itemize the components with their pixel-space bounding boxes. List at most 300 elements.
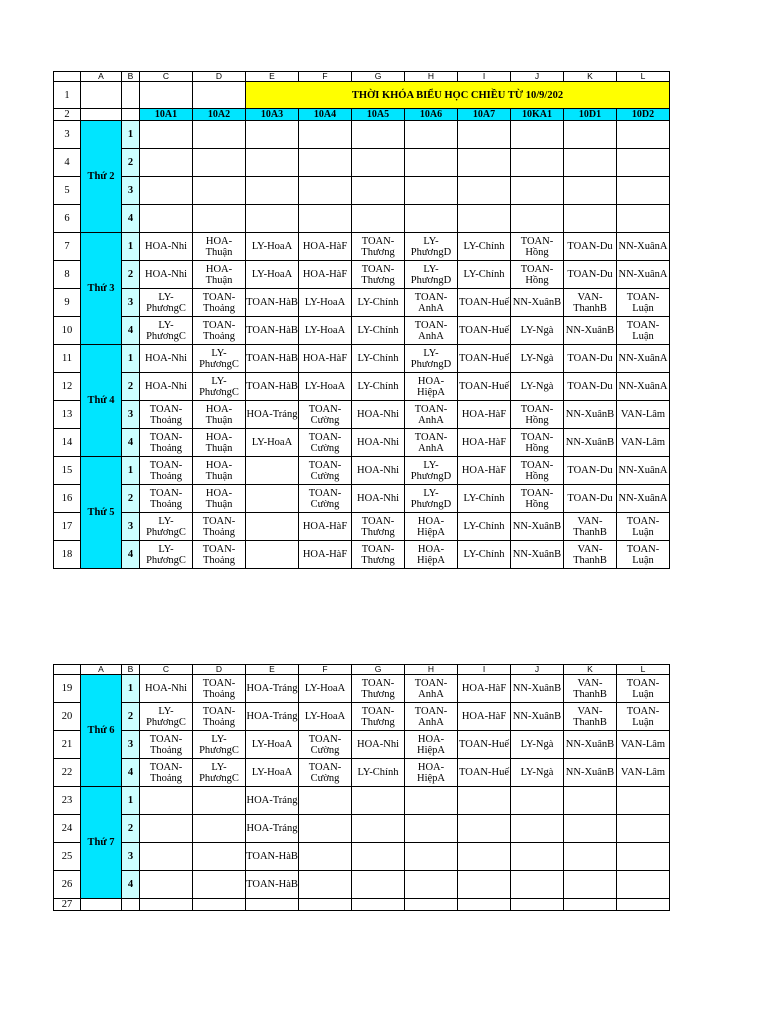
schedule-cell[interactable]: [299, 177, 352, 205]
cell[interactable]: [81, 82, 122, 109]
schedule-cell[interactable]: TOAN-AnhA: [405, 429, 458, 457]
schedule-cell[interactable]: [564, 787, 617, 815]
schedule-cell[interactable]: [617, 121, 670, 149]
column-header[interactable]: L: [617, 72, 670, 82]
row-number[interactable]: 6: [54, 205, 81, 233]
schedule-cell[interactable]: [299, 149, 352, 177]
schedule-cell[interactable]: VAN-ThanhB: [564, 541, 617, 569]
row-number[interactable]: 1: [54, 82, 81, 109]
schedule-cell[interactable]: TOAN-Luận: [617, 675, 670, 703]
schedule-cell[interactable]: LY-PhươngC: [193, 345, 246, 373]
schedule-cell[interactable]: TOAN-Hồng: [511, 261, 564, 289]
schedule-cell[interactable]: NN-XuânA: [617, 233, 670, 261]
row-number[interactable]: 3: [54, 121, 81, 149]
row-number[interactable]: 26: [54, 871, 81, 899]
schedule-cell[interactable]: [405, 177, 458, 205]
schedule-cell[interactable]: VAN-ThanhB: [564, 513, 617, 541]
cell[interactable]: [352, 899, 405, 911]
schedule-cell[interactable]: [140, 205, 193, 233]
schedule-cell[interactable]: [564, 815, 617, 843]
schedule-cell[interactable]: TOAN-Du: [564, 373, 617, 401]
row-number[interactable]: 25: [54, 843, 81, 871]
column-header[interactable]: I: [458, 665, 511, 675]
period-number[interactable]: 3: [122, 513, 140, 541]
schedule-cell[interactable]: [564, 149, 617, 177]
schedule-cell[interactable]: LY-HoaA: [299, 703, 352, 731]
cell[interactable]: [122, 109, 140, 121]
cell[interactable]: [564, 899, 617, 911]
schedule-cell[interactable]: TOAN-Du: [564, 345, 617, 373]
schedule-cell[interactable]: [299, 787, 352, 815]
schedule-cell[interactable]: HOA-HàF: [458, 457, 511, 485]
schedule-cell[interactable]: [405, 149, 458, 177]
schedule-cell[interactable]: VAN-Lâm: [617, 759, 670, 787]
schedule-cell[interactable]: [140, 815, 193, 843]
schedule-cell[interactable]: TOAN-Luận: [617, 513, 670, 541]
schedule-cell[interactable]: [193, 871, 246, 899]
row-number[interactable]: 22: [54, 759, 81, 787]
schedule-cell[interactable]: HOA-HiệpA: [405, 759, 458, 787]
class-header[interactable]: 10A2: [193, 109, 246, 121]
schedule-cell[interactable]: LY-PhươngD: [405, 233, 458, 261]
schedule-cell[interactable]: LY-Chính: [352, 345, 405, 373]
schedule-cell[interactable]: [405, 121, 458, 149]
schedule-cell[interactable]: TOAN-Thoảng: [140, 457, 193, 485]
row-number[interactable]: 7: [54, 233, 81, 261]
schedule-cell[interactable]: HOA-Nhi: [352, 401, 405, 429]
schedule-cell[interactable]: [246, 121, 299, 149]
schedule-cell[interactable]: TOAN-HàB: [246, 317, 299, 345]
period-number[interactable]: 2: [122, 703, 140, 731]
schedule-cell[interactable]: LY-Chính: [458, 513, 511, 541]
period-number[interactable]: 1: [122, 121, 140, 149]
class-header[interactable]: 10A3: [246, 109, 299, 121]
schedule-cell[interactable]: LY-Ngà: [511, 373, 564, 401]
schedule-cell[interactable]: [511, 177, 564, 205]
schedule-cell[interactable]: LY-PhươngC: [140, 513, 193, 541]
schedule-cell[interactable]: [140, 871, 193, 899]
schedule-cell[interactable]: TOAN-Luận: [617, 541, 670, 569]
period-number[interactable]: 2: [122, 485, 140, 513]
schedule-cell[interactable]: NN-XuânB: [564, 429, 617, 457]
schedule-cell[interactable]: LY-HoaA: [246, 429, 299, 457]
column-header[interactable]: A: [81, 665, 122, 675]
schedule-cell[interactable]: LY-HoaA: [299, 317, 352, 345]
day-label[interactable]: Thứ 3: [81, 233, 122, 345]
schedule-cell[interactable]: LY-Ngà: [511, 731, 564, 759]
schedule-cell[interactable]: TOAN-Luận: [617, 703, 670, 731]
period-number[interactable]: 4: [122, 205, 140, 233]
period-number[interactable]: 2: [122, 373, 140, 401]
schedule-cell[interactable]: HOA-HiệpA: [405, 513, 458, 541]
schedule-cell[interactable]: [564, 205, 617, 233]
period-number[interactable]: 4: [122, 317, 140, 345]
corner-cell[interactable]: [54, 72, 81, 82]
row-number[interactable]: 14: [54, 429, 81, 457]
schedule-cell[interactable]: LY-Chính: [352, 317, 405, 345]
schedule-cell[interactable]: TOAN-Huế: [458, 759, 511, 787]
schedule-cell[interactable]: HOA-Nhi: [352, 429, 405, 457]
row-number[interactable]: 4: [54, 149, 81, 177]
row-number[interactable]: 24: [54, 815, 81, 843]
schedule-cell[interactable]: LY-PhươngC: [140, 317, 193, 345]
schedule-cell[interactable]: HOA-Nhi: [352, 457, 405, 485]
schedule-cell[interactable]: LY-Chính: [352, 289, 405, 317]
period-number[interactable]: 4: [122, 871, 140, 899]
schedule-cell[interactable]: LY-Ngà: [511, 317, 564, 345]
schedule-cell[interactable]: [405, 815, 458, 843]
schedule-cell[interactable]: VAN-Lâm: [617, 731, 670, 759]
column-header[interactable]: C: [140, 72, 193, 82]
schedule-cell[interactable]: HOA-Thuận: [193, 457, 246, 485]
schedule-cell[interactable]: TOAN-Thương: [352, 261, 405, 289]
schedule-cell[interactable]: HOA-Thuận: [193, 261, 246, 289]
schedule-cell[interactable]: TOAN-Thương: [352, 541, 405, 569]
period-number[interactable]: 1: [122, 457, 140, 485]
schedule-cell[interactable]: TOAN-Du: [564, 485, 617, 513]
class-header[interactable]: 10A6: [405, 109, 458, 121]
schedule-cell[interactable]: [564, 871, 617, 899]
schedule-cell[interactable]: HOA-HàF: [458, 429, 511, 457]
class-header[interactable]: 10A7: [458, 109, 511, 121]
schedule-cell[interactable]: LY-PhươngC: [140, 703, 193, 731]
schedule-cell[interactable]: TOAN-Thương: [352, 513, 405, 541]
schedule-cell[interactable]: HOA-Thuận: [193, 485, 246, 513]
class-header[interactable]: 10D2: [617, 109, 670, 121]
schedule-cell[interactable]: [140, 149, 193, 177]
schedule-cell[interactable]: HOA-HàF: [299, 233, 352, 261]
cell[interactable]: [246, 899, 299, 911]
schedule-cell[interactable]: TOAN-Thoảng: [193, 317, 246, 345]
schedule-cell[interactable]: [617, 205, 670, 233]
period-number[interactable]: 1: [122, 675, 140, 703]
schedule-cell[interactable]: TOAN-Hồng: [511, 485, 564, 513]
schedule-cell[interactable]: HOA-HiệpA: [405, 731, 458, 759]
schedule-cell[interactable]: HOA-HàF: [458, 675, 511, 703]
schedule-cell[interactable]: [352, 205, 405, 233]
schedule-cell[interactable]: TOAN-Hồng: [511, 401, 564, 429]
schedule-cell[interactable]: [193, 177, 246, 205]
schedule-cell[interactable]: [352, 121, 405, 149]
schedule-cell[interactable]: TOAN-HàB: [246, 373, 299, 401]
column-header[interactable]: E: [246, 72, 299, 82]
schedule-cell[interactable]: TOAN-AnhA: [405, 703, 458, 731]
schedule-cell[interactable]: TOAN-Thoảng: [193, 289, 246, 317]
column-header[interactable]: F: [299, 665, 352, 675]
schedule-cell[interactable]: [299, 815, 352, 843]
schedule-cell[interactable]: LY-Chính: [458, 261, 511, 289]
schedule-cell[interactable]: [352, 815, 405, 843]
column-header[interactable]: A: [81, 72, 122, 82]
schedule-cell[interactable]: [511, 121, 564, 149]
schedule-cell[interactable]: [352, 787, 405, 815]
schedule-cell[interactable]: [458, 815, 511, 843]
schedule-cell[interactable]: [564, 121, 617, 149]
schedule-cell[interactable]: HOA-HàF: [458, 401, 511, 429]
row-number[interactable]: 13: [54, 401, 81, 429]
row-number[interactable]: 20: [54, 703, 81, 731]
day-label[interactable]: Thứ 2: [81, 121, 122, 233]
schedule-cell[interactable]: VAN-ThanhB: [564, 675, 617, 703]
schedule-cell[interactable]: LY-PhươngC: [193, 373, 246, 401]
schedule-cell[interactable]: NN-XuânA: [617, 457, 670, 485]
schedule-cell[interactable]: [458, 121, 511, 149]
schedule-cell[interactable]: [405, 871, 458, 899]
schedule-cell[interactable]: TOAN-Huế: [458, 317, 511, 345]
schedule-cell[interactable]: TOAN-AnhA: [405, 401, 458, 429]
schedule-cell[interactable]: LY-HoaA: [246, 731, 299, 759]
schedule-cell[interactable]: HOA-Nhi: [140, 233, 193, 261]
period-number[interactable]: 3: [122, 843, 140, 871]
schedule-cell[interactable]: VAN-Lâm: [617, 401, 670, 429]
schedule-cell[interactable]: [617, 843, 670, 871]
schedule-cell[interactable]: NN-XuânB: [511, 675, 564, 703]
schedule-cell[interactable]: HOA-Thuận: [193, 401, 246, 429]
schedule-cell[interactable]: TOAN-Du: [564, 457, 617, 485]
schedule-cell[interactable]: TOAN-HàB: [246, 871, 299, 899]
schedule-cell[interactable]: [511, 149, 564, 177]
schedule-cell[interactable]: TOAN-Hồng: [511, 429, 564, 457]
schedule-cell[interactable]: [352, 149, 405, 177]
schedule-cell[interactable]: [511, 787, 564, 815]
cell[interactable]: [81, 109, 122, 121]
schedule-cell[interactable]: LY-HoaA: [246, 233, 299, 261]
row-number[interactable]: 23: [54, 787, 81, 815]
cell[interactable]: [122, 899, 140, 911]
period-number[interactable]: 3: [122, 177, 140, 205]
schedule-cell[interactable]: LY-Chính: [352, 373, 405, 401]
schedule-cell[interactable]: [564, 843, 617, 871]
schedule-cell[interactable]: [617, 149, 670, 177]
column-header[interactable]: G: [352, 72, 405, 82]
schedule-cell[interactable]: TOAN-AnhA: [405, 675, 458, 703]
schedule-cell[interactable]: [458, 843, 511, 871]
schedule-cell[interactable]: TOAN-Cường: [299, 759, 352, 787]
schedule-cell[interactable]: TOAN-Huế: [458, 289, 511, 317]
schedule-cell[interactable]: [458, 205, 511, 233]
row-number[interactable]: 12: [54, 373, 81, 401]
class-header[interactable]: 10A4: [299, 109, 352, 121]
column-header[interactable]: J: [511, 72, 564, 82]
column-header[interactable]: D: [193, 72, 246, 82]
column-header[interactable]: I: [458, 72, 511, 82]
schedule-cell[interactable]: TOAN-HàB: [246, 843, 299, 871]
class-header[interactable]: 10KA1: [511, 109, 564, 121]
schedule-cell[interactable]: [246, 205, 299, 233]
period-number[interactable]: 4: [122, 429, 140, 457]
schedule-cell[interactable]: TOAN-Cường: [299, 429, 352, 457]
schedule-cell[interactable]: [564, 177, 617, 205]
row-number[interactable]: 16: [54, 485, 81, 513]
schedule-cell[interactable]: HOA-Nhi: [140, 373, 193, 401]
schedule-cell[interactable]: HOA-HiệpA: [405, 541, 458, 569]
row-number[interactable]: 8: [54, 261, 81, 289]
schedule-cell[interactable]: LY-HoaA: [246, 261, 299, 289]
column-header[interactable]: H: [405, 665, 458, 675]
schedule-cell[interactable]: TOAN-Hồng: [511, 457, 564, 485]
schedule-cell[interactable]: TOAN-Hồng: [511, 233, 564, 261]
schedule-cell[interactable]: TOAN-Thoảng: [193, 541, 246, 569]
schedule-cell[interactable]: [246, 541, 299, 569]
period-number[interactable]: 1: [122, 787, 140, 815]
schedule-cell[interactable]: TOAN-Huế: [458, 345, 511, 373]
corner-cell[interactable]: [54, 665, 81, 675]
period-number[interactable]: 1: [122, 233, 140, 261]
schedule-cell[interactable]: [511, 871, 564, 899]
column-header[interactable]: J: [511, 665, 564, 675]
schedule-cell[interactable]: HOA-HàF: [458, 703, 511, 731]
schedule-cell[interactable]: HOA-Tráng: [246, 703, 299, 731]
class-header[interactable]: 10A5: [352, 109, 405, 121]
schedule-cell[interactable]: LY-Chính: [352, 759, 405, 787]
schedule-cell[interactable]: TOAN-Thoảng: [140, 429, 193, 457]
schedule-cell[interactable]: [352, 871, 405, 899]
schedule-cell[interactable]: HOA-Thuận: [193, 233, 246, 261]
cell[interactable]: [405, 899, 458, 911]
period-number[interactable]: 3: [122, 731, 140, 759]
day-label[interactable]: Thứ 4: [81, 345, 122, 457]
schedule-cell[interactable]: [193, 787, 246, 815]
cell[interactable]: [617, 899, 670, 911]
period-number[interactable]: 2: [122, 815, 140, 843]
schedule-cell[interactable]: TOAN-Cường: [299, 731, 352, 759]
schedule-cell[interactable]: [299, 843, 352, 871]
schedule-cell[interactable]: NN-XuânA: [617, 485, 670, 513]
schedule-cell[interactable]: [246, 457, 299, 485]
schedule-cell[interactable]: [458, 787, 511, 815]
row-number[interactable]: 19: [54, 675, 81, 703]
schedule-cell[interactable]: LY-Ngà: [511, 345, 564, 373]
schedule-cell[interactable]: LY-Chính: [458, 485, 511, 513]
column-header[interactable]: B: [122, 665, 140, 675]
schedule-cell[interactable]: [299, 121, 352, 149]
schedule-cell[interactable]: TOAN-Du: [564, 261, 617, 289]
schedule-cell[interactable]: NN-XuânB: [511, 513, 564, 541]
schedule-cell[interactable]: [352, 843, 405, 871]
schedule-cell[interactable]: TOAN-Thoảng: [193, 703, 246, 731]
schedule-cell[interactable]: [405, 205, 458, 233]
schedule-cell[interactable]: TOAN-Thoảng: [193, 513, 246, 541]
timetable-title[interactable]: THỜI KHÓA BIỂU HỌC CHIỀU TỪ 10/9/202: [246, 82, 670, 109]
schedule-cell[interactable]: [458, 871, 511, 899]
schedule-cell[interactable]: HOA-HàF: [299, 261, 352, 289]
schedule-cell[interactable]: LY-HoaA: [246, 759, 299, 787]
schedule-cell[interactable]: TOAN-AnhA: [405, 289, 458, 317]
period-number[interactable]: 3: [122, 289, 140, 317]
column-header[interactable]: F: [299, 72, 352, 82]
class-header[interactable]: 10A1: [140, 109, 193, 121]
schedule-cell[interactable]: TOAN-Cường: [299, 401, 352, 429]
schedule-cell[interactable]: LY-PhươngC: [193, 731, 246, 759]
schedule-cell[interactable]: HOA-HàF: [299, 541, 352, 569]
cell[interactable]: [193, 82, 246, 109]
schedule-cell[interactable]: [511, 205, 564, 233]
cell[interactable]: [511, 899, 564, 911]
cell[interactable]: [458, 899, 511, 911]
schedule-cell[interactable]: [246, 177, 299, 205]
schedule-cell[interactable]: TOAN-Du: [564, 233, 617, 261]
schedule-cell[interactable]: LY-HoaA: [299, 675, 352, 703]
cell[interactable]: [193, 899, 246, 911]
schedule-cell[interactable]: [246, 149, 299, 177]
schedule-cell[interactable]: LY-PhươngC: [140, 541, 193, 569]
schedule-cell[interactable]: TOAN-Thoảng: [140, 759, 193, 787]
column-header[interactable]: E: [246, 665, 299, 675]
schedule-cell[interactable]: [140, 121, 193, 149]
schedule-cell[interactable]: [140, 177, 193, 205]
row-number[interactable]: 10: [54, 317, 81, 345]
schedule-cell[interactable]: [405, 843, 458, 871]
schedule-cell[interactable]: HOA-Nhi: [140, 261, 193, 289]
day-label[interactable]: Thứ 6: [81, 675, 122, 787]
period-number[interactable]: 2: [122, 261, 140, 289]
schedule-cell[interactable]: HOA-Thuận: [193, 429, 246, 457]
schedule-cell[interactable]: NN-XuânB: [511, 541, 564, 569]
schedule-cell[interactable]: LY-HoaA: [299, 373, 352, 401]
schedule-cell[interactable]: TOAN-Thoảng: [140, 485, 193, 513]
column-header[interactable]: H: [405, 72, 458, 82]
schedule-cell[interactable]: LY-PhươngD: [405, 345, 458, 373]
schedule-cell[interactable]: NN-XuânB: [511, 703, 564, 731]
schedule-cell[interactable]: TOAN-HàB: [246, 345, 299, 373]
schedule-cell[interactable]: [511, 843, 564, 871]
day-label[interactable]: Thứ 7: [81, 787, 122, 899]
schedule-cell[interactable]: VAN-ThanhB: [564, 289, 617, 317]
cell[interactable]: [140, 82, 193, 109]
period-number[interactable]: 1: [122, 345, 140, 373]
schedule-cell[interactable]: TOAN-Thương: [352, 675, 405, 703]
schedule-cell[interactable]: [193, 121, 246, 149]
schedule-cell[interactable]: TOAN-Thoảng: [193, 675, 246, 703]
schedule-cell[interactable]: [511, 815, 564, 843]
period-number[interactable]: 3: [122, 401, 140, 429]
schedule-cell[interactable]: TOAN-Thương: [352, 233, 405, 261]
schedule-cell[interactable]: [299, 871, 352, 899]
schedule-cell[interactable]: HOA-Tráng: [246, 401, 299, 429]
schedule-cell[interactable]: [246, 513, 299, 541]
schedule-cell[interactable]: [405, 787, 458, 815]
schedule-cell[interactable]: [458, 149, 511, 177]
schedule-cell[interactable]: LY-PhươngD: [405, 485, 458, 513]
schedule-cell[interactable]: [193, 843, 246, 871]
column-header[interactable]: L: [617, 665, 670, 675]
schedule-cell[interactable]: HOA-Tráng: [246, 675, 299, 703]
schedule-cell[interactable]: [458, 177, 511, 205]
schedule-cell[interactable]: HOA-Nhi: [140, 345, 193, 373]
row-number[interactable]: 21: [54, 731, 81, 759]
schedule-cell[interactable]: TOAN-AnhA: [405, 317, 458, 345]
schedule-cell[interactable]: TOAN-Cường: [299, 485, 352, 513]
schedule-cell[interactable]: [140, 787, 193, 815]
schedule-cell[interactable]: [299, 205, 352, 233]
schedule-cell[interactable]: HOA-Tráng: [246, 815, 299, 843]
row-number[interactable]: 11: [54, 345, 81, 373]
schedule-cell[interactable]: VAN-Lâm: [617, 429, 670, 457]
schedule-cell[interactable]: HOA-Nhi: [352, 731, 405, 759]
schedule-cell[interactable]: HOA-Nhi: [352, 485, 405, 513]
day-label[interactable]: Thứ 5: [81, 457, 122, 569]
schedule-cell[interactable]: [193, 205, 246, 233]
schedule-cell[interactable]: [246, 485, 299, 513]
schedule-cell[interactable]: [617, 177, 670, 205]
schedule-cell[interactable]: TOAN-Thương: [352, 703, 405, 731]
schedule-cell[interactable]: [617, 787, 670, 815]
schedule-cell[interactable]: HOA-Tráng: [246, 787, 299, 815]
schedule-cell[interactable]: LY-Chính: [458, 233, 511, 261]
schedule-cell[interactable]: LY-Chính: [458, 541, 511, 569]
schedule-cell[interactable]: LY-Ngà: [511, 759, 564, 787]
schedule-cell[interactable]: [193, 815, 246, 843]
